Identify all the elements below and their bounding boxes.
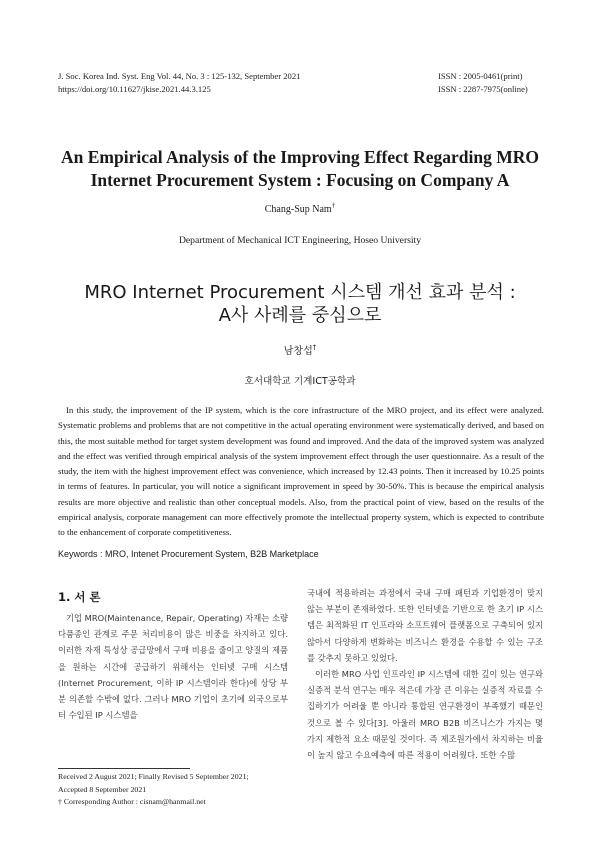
received-date: Received 2 August 2021; Finally Revised 5 September 2021; <box>58 772 249 781</box>
keywords-text: MRO, Intenet Procurement System, B2B Marketplace <box>105 549 319 559</box>
english-affiliation: Department of Mechanical ICT Engineering, Hoseo University <box>179 235 421 246</box>
right-column <box>307 585 543 763</box>
korean-affiliation: 호서대학교 기계ICT공학과 <box>244 376 356 387</box>
english-title-line1: An Empirical Analysis of the Improving Effect Regarding MRO <box>60 147 539 167</box>
abstract: In this study, the improvement of the IP system, which is the core infrastructure of the MRO project, and its effect were analyzed. Systematic problems and problems that are not competitive in the actual operating environment were systematically derived, and based on this, the most suitable method for target system development was found and improved. And the data of the improved system was analyzed and the effect was verified through empirical analysis of the system improvement effect through the user questionnaire. As a result of the study, the item with the highest improvement effect was convenience, which increased by 12.43 points. Then it increased by 10.25 points in terms of features. In particular, you will notice a significant improvement in speed by 30-50%. This is because the empirical analysis results are more objective and realistic than other conceptual models. Also, from the practical point of view, based on the results of the empirical analysis, corporate management can more effectively promote the intellectual property system, which is expected to contribute to the enhancement of corporate competitiveness. <box>58 405 544 538</box>
keywords <box>58 549 319 559</box>
english-author <box>0 201 600 215</box>
issn-online: ISSN : 2287-7975(online) <box>438 84 528 94</box>
corresponding-author: † Corresponding Author : cisnam@hanmail.net <box>58 797 206 806</box>
english-title <box>0 146 600 192</box>
author-dagger: † <box>331 201 336 210</box>
right-column-paragraph-2: 이러한 MRO 사업 인프라인 IP 시스템에 대한 깊이 있는 연구와 실증적 분석 연구는 매우 적은데 가장 큰 이유는 실증적 자료를 수집하기가 어려울 뿐 아니라 통합된 연구환경이 부족했기 때문인 것으로 볼 수 있다[3]. 아울러 MRO B2B 비즈니스가 가지는 몇 가지 제한적 요소 때문일 것이다. 즉 제조원가에서 차지하는 비율이 높지 않고 수요예측에 따른 적용이 어려웠다. 또한 수많 <box>307 669 543 761</box>
left-column-text: 기업 MRO(Maintenance, Repair, Operating) 자재는 소량 다품종인 관계로 주문 처리비용이 많은 비중을 차지하고 있다. 이러한 자재 특성상 공급망에서 구매 비용을 줄이고 양질의 제품을 원하는 시간에 공급하기 위해서는 인터넷 구매 시스템(Internet Procurement, 이하 IP 시스템이라 한다)에 상당 부분 의존할 수밖에 없다. 그러나 MRO 기업이 초기에 외국으로부터 수입된 IP 시스템을 <box>58 613 288 721</box>
korean-author-dagger: † <box>312 343 317 352</box>
section-heading: 1. 서 론 <box>58 590 101 604</box>
keywords-label: Keywords : <box>58 549 103 559</box>
issn-block <box>438 70 528 96</box>
accepted-date: Accepted 8 September 2021 <box>58 784 147 794</box>
journal-header <box>58 70 300 96</box>
english-author-name: Chang-Sup Nam <box>264 204 332 215</box>
issn-print: ISSN : 2005-0461(print) <box>438 71 523 81</box>
korean-title-line1: MRO Internet Procurement 시스템 개선 효과 분석 : <box>84 282 516 303</box>
korean-author-name: 남창섭 <box>283 346 313 357</box>
korean-author <box>0 342 600 357</box>
doi-link[interactable]: https://doi.org/10.11627/jkise.2021.44.3.125 <box>58 84 211 94</box>
footnote-divider <box>58 768 190 769</box>
journal-citation: J. Soc. Korea Ind. Syst. Eng Vol. 44, No. 3 : 125-132, September 2021 <box>58 71 301 81</box>
english-title-line2: Internet Procurement System : Focusing on Company A <box>90 170 510 190</box>
right-column-paragraph-1: 국내에 적용하려는 과정에서 국내 구매 패턴과 기업환경이 맞지 않는 부분이 존재하였다. 또한 인터넷을 기반으로 한 초기 IP 시스템은 최적화된 IT 인프라와 소프트웨어 플랫폼으로 구축되어 있지 않아서 다양하게 변화하는 비즈니스 환경을 수용할 수 있는 구조를 갖추지 못하고 있었다. <box>307 588 543 663</box>
footnotes <box>58 771 249 809</box>
korean-title <box>0 281 600 327</box>
korean-title-line2: A사 사례를 중심으로 <box>218 305 382 326</box>
